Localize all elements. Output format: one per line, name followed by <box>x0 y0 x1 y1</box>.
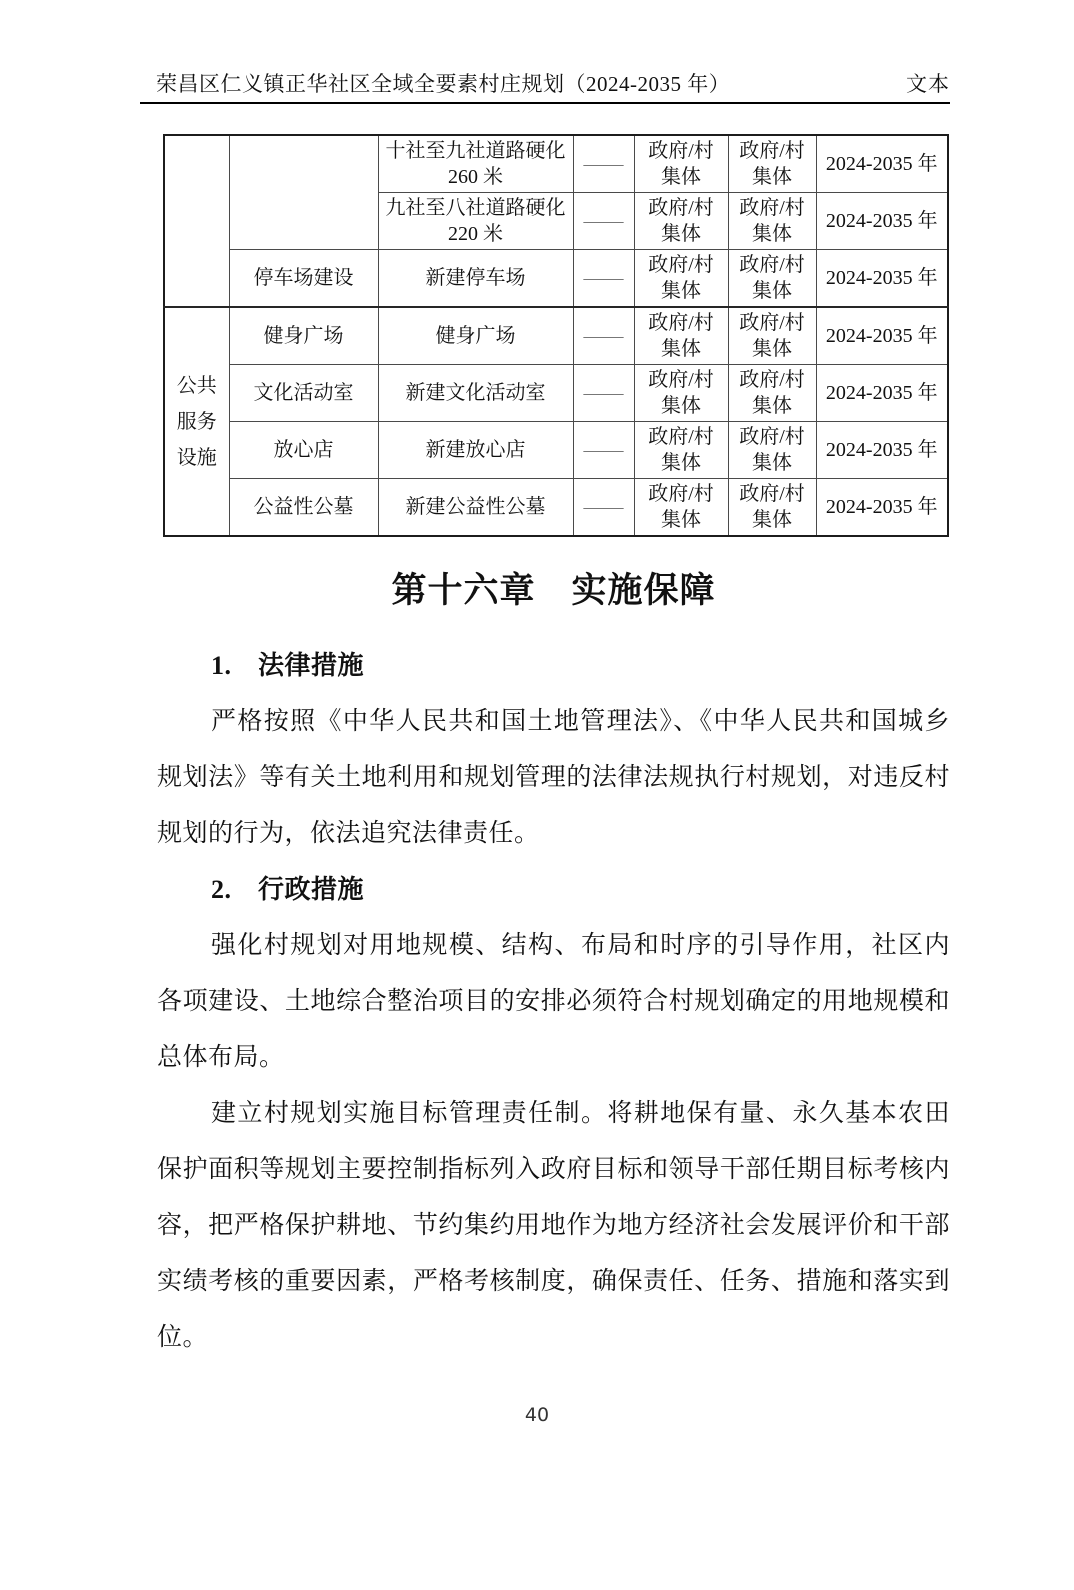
content-cell <box>378 365 573 422</box>
implementer-cell: 政府/村集体 <box>634 365 728 422</box>
document-title: 荣昌区仁义镇正华社区全域全要素村庄规划（2024-2035 年） <box>156 72 731 96</box>
implementer-cell: 政府/村集体 <box>634 307 728 365</box>
table-row <box>164 250 948 308</box>
content-line: 新建放心店 <box>425 439 526 461</box>
period-cell: 2024-2035 年 <box>816 307 948 365</box>
content-line: 新建公益性公墓 <box>405 496 546 518</box>
chapter-title: 第十六章 实施保障 <box>391 571 716 610</box>
funding-cell: 政府/村集体 <box>728 135 816 193</box>
table-row <box>164 307 948 365</box>
paragraph: 建立村规划实施目标管理责任制。将耕地保有量、永久基本农田保护面积等规划主要控制指标列入政府目标和领导干部任期目标考核内容，把严格保护耕地、节约集约用地作为地方经济社会发展评价和干部实绩考核的重要因素，严格考核制度，确保责任、任务、措施和落实到位。 <box>157 1100 950 1351</box>
content-line: 220 米 <box>448 223 503 245</box>
table-row <box>164 479 948 537</box>
scale-cell: —— <box>573 307 634 365</box>
funding-cell: 政府/村集体 <box>728 193 816 250</box>
section-heading-administrative: 2. 行政措施 <box>211 875 365 904</box>
page-header <box>140 70 950 104</box>
funding-cell: 政府/村集体 <box>728 307 816 365</box>
implementer-cell: 政府/村集体 <box>634 250 728 308</box>
content-cell <box>378 479 573 537</box>
implementer-cell: 政府/村集体 <box>634 135 728 193</box>
scale-cell: —— <box>573 365 634 422</box>
period-cell: 2024-2035 年 <box>816 193 948 250</box>
funding-cell: 政府/村集体 <box>728 250 816 308</box>
project-table <box>163 134 949 537</box>
sub-project-cell <box>229 135 378 250</box>
scale-cell: —— <box>573 479 634 537</box>
sub-project-cell: 放心店 <box>229 422 378 479</box>
period-cell: 2024-2035 年 <box>816 250 948 308</box>
doc-type-label: 文本 <box>906 72 950 96</box>
content-cell <box>378 193 573 250</box>
implementer-cell: 政府/村集体 <box>634 422 728 479</box>
period-cell: 2024-2035 年 <box>816 422 948 479</box>
content-cell <box>378 250 573 308</box>
funding-cell: 政府/村集体 <box>728 422 816 479</box>
chapter-body <box>157 638 950 1366</box>
content-line: 九社至八社道路硬化 <box>385 197 566 219</box>
funding-cell: 政府/村集体 <box>728 479 816 537</box>
paragraph: 严格按照《中华人民共和国土地管理法》、《中华人民共和国城乡规划法》等有关土地利用和规划管理的法律法规执行村规划，对违反村规划的行为，依法追究法律责任。 <box>157 708 950 847</box>
category-cell: 公共服务设施 <box>164 307 229 536</box>
content-line: 260 米 <box>448 166 503 188</box>
sub-project-cell: 健身广场 <box>229 307 378 365</box>
table-row <box>164 422 948 479</box>
sub-project-cell: 公益性公墓 <box>229 479 378 537</box>
funding-cell: 政府/村集体 <box>728 365 816 422</box>
table-row <box>164 365 948 422</box>
page-number: 40 <box>524 1404 550 1426</box>
period-cell: 2024-2035 年 <box>816 135 948 193</box>
period-cell: 2024-2035 年 <box>816 479 948 537</box>
sub-project-cell: 停车场建设 <box>229 250 378 308</box>
table-row <box>164 135 948 193</box>
section-heading-legal: 1. 法律措施 <box>211 651 365 680</box>
implementer-cell: 政府/村集体 <box>634 193 728 250</box>
scale-cell: —— <box>573 250 634 308</box>
scale-cell: —— <box>573 422 634 479</box>
period-cell: 2024-2035 年 <box>816 365 948 422</box>
scale-cell: —— <box>573 135 634 193</box>
content-line: 新建停车场 <box>425 267 526 289</box>
content-cell <box>378 422 573 479</box>
implementer-cell: 政府/村集体 <box>634 479 728 537</box>
content-cell <box>378 307 573 365</box>
content-cell <box>378 135 573 193</box>
scale-cell: —— <box>573 193 634 250</box>
category-cell <box>164 135 229 307</box>
content-line: 新建文化活动室 <box>405 382 546 404</box>
content-line: 十社至九社道路硬化 <box>385 140 566 162</box>
content-line: 健身广场 <box>435 325 516 347</box>
paragraph: 强化村规划对用地规模、结构、布局和时序的引导作用，社区内各项建设、土地综合整治项目的安排必须符合村规划确定的用地规模和总体布局。 <box>157 932 950 1071</box>
sub-project-cell: 文化活动室 <box>229 365 378 422</box>
